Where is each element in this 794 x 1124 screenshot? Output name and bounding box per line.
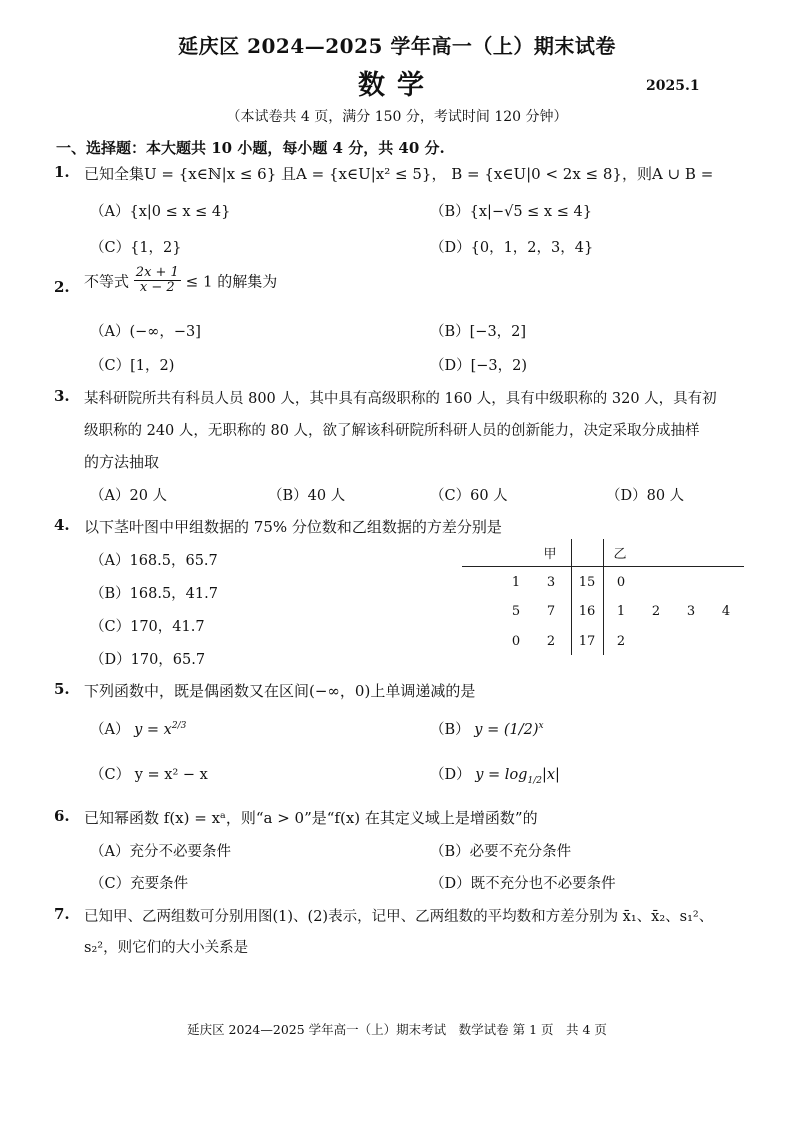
q2-number: 2. bbox=[54, 278, 70, 296]
stemleaf-leaf-right: 0 bbox=[616, 575, 626, 590]
q2-option-a: （A）(−∞，−3] bbox=[90, 324, 201, 340]
q5-option-b-label: （B） bbox=[430, 722, 470, 738]
stemleaf-header-left: 甲 bbox=[543, 547, 557, 562]
section-heading: 一、选择题：本大题共 10 小题，每小题 4 分，共 40 分. bbox=[56, 139, 445, 157]
stemleaf-leaf-right: 4 bbox=[721, 604, 731, 619]
q4-option-d: （D）170，65.7 bbox=[90, 652, 206, 668]
exam-note: （本试卷共 4 页，满分 150 分，考试时间 120 分钟） bbox=[226, 109, 568, 125]
q1-option-b: （B）{x|−√5 ≤ x ≤ 4} bbox=[430, 204, 592, 220]
stemleaf-leaf-left: 3 bbox=[546, 575, 556, 590]
q5-option-c: （C） y = x² − x bbox=[90, 767, 208, 783]
stemleaf-right-divider bbox=[603, 539, 604, 655]
q5-option-a-exponent: 2/3 bbox=[171, 721, 187, 732]
q4-option-b: （B）168.5，41.7 bbox=[90, 586, 218, 602]
q3-option-c: （C）60 人 bbox=[430, 488, 508, 504]
stemleaf-leaf-left: 2 bbox=[546, 634, 556, 649]
q6-option-a: （A）充分不必要条件 bbox=[90, 844, 231, 860]
q7-number: 7. bbox=[54, 905, 70, 923]
q3-line-3: 的方法抽取 bbox=[84, 453, 160, 471]
q3-option-d: （D）80 人 bbox=[606, 488, 685, 504]
q4-option-c: （C）170，41.7 bbox=[90, 619, 205, 635]
subject-title: 数学 bbox=[358, 70, 436, 101]
exam-title: 延庆区 2024—2025 学年高一（上）期末试卷 bbox=[178, 34, 616, 58]
q1-option-a: （A）{x|0 ≤ x ≤ 4} bbox=[90, 204, 231, 220]
q1-option-c: （C）{1，2} bbox=[90, 240, 182, 256]
stemleaf-leaf-left: 1 bbox=[511, 575, 521, 590]
stemleaf-stem: 15 bbox=[578, 575, 596, 590]
page-footer: 延庆区 2024—2025 学年高一（上）期末考试 数学试卷 第 1 页 共 4 页 bbox=[187, 1022, 607, 1037]
q2-fraction bbox=[134, 266, 181, 296]
q4-option-a: （A）168.5，65.7 bbox=[90, 553, 218, 569]
stemleaf-header-right: 乙 bbox=[613, 547, 627, 562]
q1-text: 已知全集U = {x∈ℕ|x ≤ 6} 且A = {x∈U|x² ≤ 5}， B = {x∈U|0 < 2x ≤ 8}，则A ∪ B = bbox=[84, 165, 714, 183]
stemleaf-leaf-right: 3 bbox=[686, 604, 696, 619]
stemleaf-leaf-right: 2 bbox=[616, 634, 626, 649]
q3-line-2: 级职称的 240 人，无职称的 80 人，欲了解该科研院所科研人员的创新能力，决定采取分成抽样 bbox=[84, 423, 700, 439]
q5-option-a-label: （A） bbox=[90, 722, 130, 738]
q5-option-d-log: y = log bbox=[475, 767, 528, 783]
q5-option-b bbox=[430, 718, 544, 739]
q2-prefix: 不等式 bbox=[84, 272, 130, 291]
stemleaf-leaf-left: 0 bbox=[511, 634, 521, 649]
q5-option-d-label: （D） bbox=[430, 767, 471, 783]
q2-text bbox=[84, 266, 277, 296]
q4-text: 以下茎叶图中甲组数据的 75% 分位数和乙组数据的方差分别是 bbox=[84, 518, 502, 536]
q6-option-d: （D）既不充分也不必要条件 bbox=[430, 876, 616, 892]
stemleaf-leaf-left: 7 bbox=[546, 604, 556, 619]
q2-option-b: （B）[−3，2] bbox=[430, 324, 527, 340]
q2-option-d: （D）[−3，2) bbox=[430, 358, 528, 374]
q7-line-1: 已知甲、乙两组数可分别用图(1)、(2)表示，记甲、乙两组数的平均数和方差分别为 x̄₁、x̄₂、s₁²、 bbox=[84, 909, 714, 925]
q6-option-b: （B）必要不充分条件 bbox=[430, 844, 572, 860]
stemleaf-stem: 17 bbox=[578, 634, 596, 649]
q6-option-c: （C）充要条件 bbox=[90, 876, 189, 892]
q2-frac-numerator: 2x + 1 bbox=[135, 265, 179, 280]
q1-number: 1. bbox=[54, 163, 70, 181]
q3-option-a: （A）20 人 bbox=[90, 488, 168, 504]
q5-option-a bbox=[90, 718, 186, 739]
q5-number: 5. bbox=[54, 680, 70, 698]
exam-date: 2025.1 bbox=[646, 78, 700, 94]
stemleaf-leaf-right: 2 bbox=[651, 604, 661, 619]
q5-option-d-base: 1/2 bbox=[527, 775, 542, 786]
q2-frac-denominator: x − 2 bbox=[139, 280, 175, 296]
q5-option-d bbox=[430, 763, 560, 786]
q6-number: 6. bbox=[54, 807, 70, 825]
q3-number: 3. bbox=[54, 387, 70, 405]
q5-option-b-exponent: x bbox=[538, 721, 544, 732]
q2-suffix: ≤ 1 的解集为 bbox=[185, 272, 278, 291]
q2-option-c: （C）[1，2) bbox=[90, 358, 175, 374]
q4-number: 4. bbox=[54, 516, 70, 534]
q5-option-d-tail: |x| bbox=[541, 767, 560, 783]
q5-option-b-base: y = (1/2) bbox=[474, 722, 539, 738]
stemleaf-leaf-right: 1 bbox=[616, 604, 626, 619]
stemleaf-leaf-left: 5 bbox=[511, 604, 521, 619]
stemleaf-stem: 16 bbox=[578, 604, 596, 619]
q7-line-2: s₂²，则它们的大小关系是 bbox=[84, 940, 249, 956]
q3-option-b: （B）40 人 bbox=[268, 488, 346, 504]
q5-text: 下列函数中，既是偶函数又在区间(−∞，0)上单调递减的是 bbox=[84, 682, 476, 700]
q5-option-a-base: y = x bbox=[134, 722, 172, 738]
q1-option-d: （D）{0，1，2，3，4} bbox=[430, 240, 594, 256]
q3-line-1: 某科研院所共有科员人员 800 人，其中具有高级职称的 160 人，具有中级职称的 320 人，具有初 bbox=[84, 391, 717, 407]
q6-text: 已知幂函数 f(x) = xᵃ，则“a > 0”是“f(x) 在其定义域上是增函数”的 bbox=[84, 809, 538, 827]
